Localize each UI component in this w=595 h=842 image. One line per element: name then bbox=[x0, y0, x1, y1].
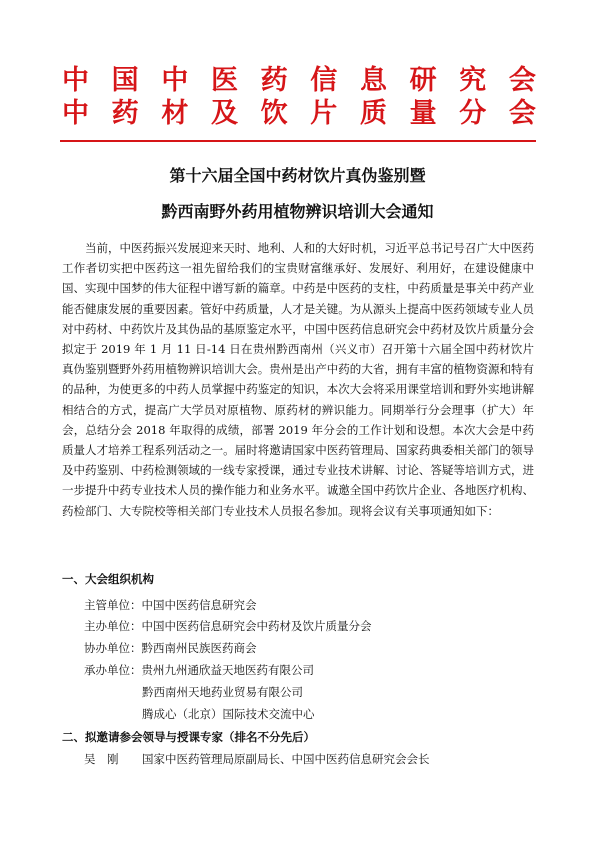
org-row-label: 协办单位： bbox=[84, 641, 142, 655]
org-name-char: 中 bbox=[62, 98, 89, 129]
section-2-heading: 二、拟邀请参会领导与授课专家（排名不分先后） bbox=[62, 730, 315, 744]
section-1-heading: 一、大会组织机构 bbox=[62, 572, 154, 586]
org-name-char: 分 bbox=[459, 98, 487, 129]
org-row-co-organizer bbox=[84, 640, 257, 656]
org-name-char: 国 bbox=[111, 65, 139, 96]
header-divider bbox=[60, 140, 536, 142]
org-name-char: 量 bbox=[409, 98, 437, 129]
org-header bbox=[62, 64, 536, 130]
org-name-char: 中 bbox=[62, 65, 89, 96]
org-name-char: 质 bbox=[359, 98, 387, 129]
expert-row bbox=[84, 751, 119, 767]
org-row-value: 腾成心（北京）国际技术交流中心 bbox=[142, 707, 315, 721]
org-row-host bbox=[84, 618, 372, 634]
org-row-value: 贵州九州通欣益天地医药有限公司 bbox=[141, 663, 314, 677]
expert-title-row bbox=[142, 751, 430, 767]
org-row-label: 主办单位： bbox=[84, 619, 142, 633]
org-row-value: 黔西南州民族医药商会 bbox=[141, 641, 257, 655]
org-name-char: 中 bbox=[161, 65, 189, 96]
intro-paragraph: 当前，中医药振兴发展迎来天时、地利、人和的大好时机，习近平总书记号召广大中医药工作者切实把中医药这一祖先留给我们的宝贵财富继承好、发展好、利用好，在建设健康中国、实现中国梦的伟大征程中谱写新的篇章。中药是中医药的支柱，中药质量是事关中药产业能否健康发展的重要因素。管好中药质量，人才是关键。为从源头上提高中医药领域专业人员对中药材、中药饮片及其伪品的基原鉴定水平，中国中医药信息研究会中药材及饮片质量分会拟定于 2019 年 1 月 11 日-14 日在贵州黔西南州（兴义市）召开第十六届全国中药材饮片真伪鉴别暨野外药用植物辨识培训大会。贵州是出产中药的大省，拥有丰富的植物资源和特有的品种，为使更多的中药人员掌握中药鉴定的知识，本次大会将采用课堂培训和野外实地讲解相结合的方式，提高广大学员对原植物、原药材的辨识能力。同期举行分会理事（扩大）年会，总结分会 2018 年取得的成绩，部署 2019 年分会的工作计划和设想。本次大会是中药质量人才培养工程系列活动之一。届时将邀请国家中医药管理局、国家药典委相关部门的领导及中药鉴别、中药检测领域的一线专家授课，通过专业技术讲解、讨论、答疑等培训方式，进一步提升中药专业技术人员的操作能力和业务水平。诚邀全国中药饮片企业、各地医疗机构、药检部门、大专院校等相关部门专业技术人员报名参加。现将会议有关事项通知如下： bbox=[62, 241, 534, 518]
org-name-char: 息 bbox=[359, 65, 387, 96]
expert-title: 国家中医药管理局原副局长、中国中医药信息研究会会长 bbox=[142, 752, 430, 766]
org-name-line-2 bbox=[62, 97, 536, 130]
org-name-char: 医 bbox=[210, 65, 238, 96]
notice-title-line-2: 黔西南野外药用植物辨识培训大会通知 bbox=[161, 202, 434, 221]
org-row-label: 主管单位： bbox=[84, 598, 142, 612]
org-name-char: 信 bbox=[310, 65, 338, 96]
org-name-char: 药 bbox=[111, 98, 139, 129]
org-row-organizer-3 bbox=[142, 706, 315, 722]
org-name-char: 会 bbox=[508, 98, 536, 129]
org-name-char: 片 bbox=[310, 98, 338, 129]
org-name-char: 会 bbox=[508, 65, 536, 96]
org-name-char: 及 bbox=[210, 98, 238, 129]
org-row-label: 承办单位： bbox=[84, 663, 142, 677]
org-row-value: 中国中医药信息研究会中药材及饮片质量分会 bbox=[141, 619, 372, 633]
org-name-line-1 bbox=[62, 64, 536, 97]
org-name-char: 究 bbox=[459, 65, 487, 96]
org-name-char: 药 bbox=[260, 65, 288, 96]
org-row-value: 黔西南州天地药业贸易有限公司 bbox=[142, 685, 303, 699]
org-name-char: 饮 bbox=[260, 98, 288, 129]
notice-title-line-1: 第十六届全国中药材饮片真伪鉴别暨 bbox=[169, 166, 426, 185]
org-row-value: 中国中医药信息研究会 bbox=[141, 598, 257, 612]
org-row-organizer-2 bbox=[142, 684, 303, 700]
org-row-organizer bbox=[84, 662, 314, 678]
org-name-char: 研 bbox=[409, 65, 437, 96]
org-row-sponsor bbox=[84, 597, 257, 613]
expert-name: 吴 刚 bbox=[84, 752, 119, 766]
org-name-char: 材 bbox=[161, 98, 189, 129]
